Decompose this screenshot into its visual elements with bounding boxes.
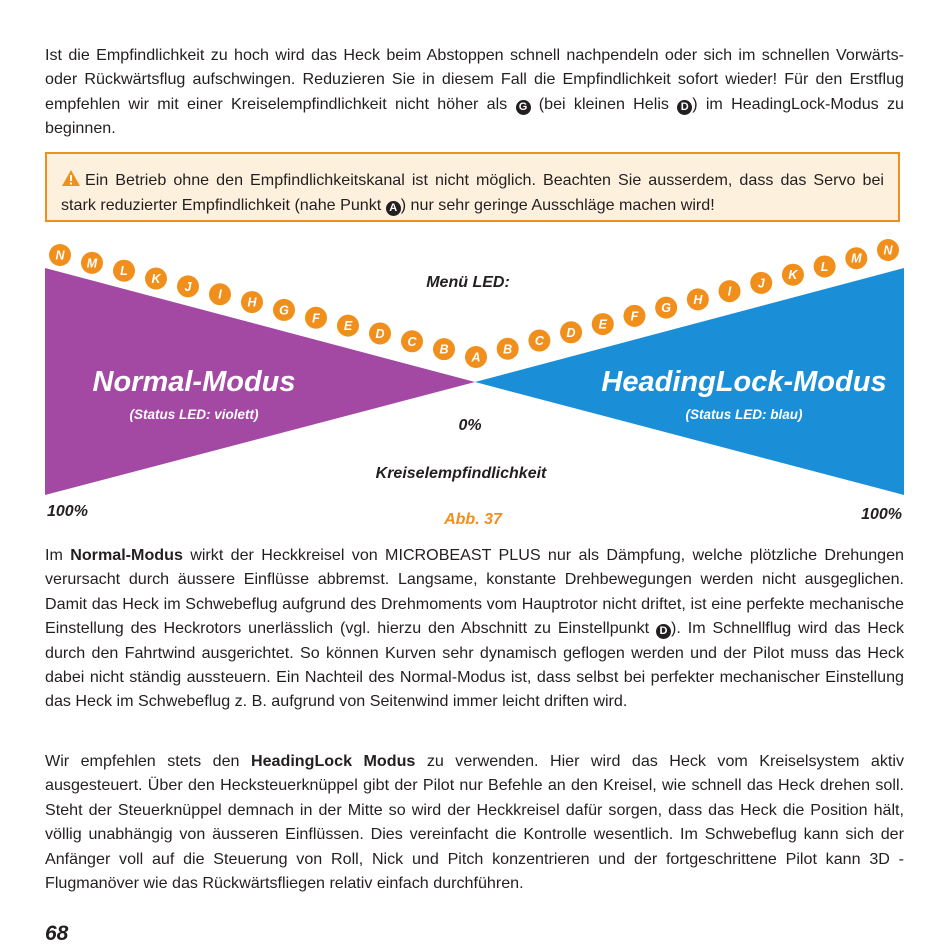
svg-text:H: H [693, 292, 703, 307]
svg-text:L: L [820, 259, 829, 274]
intro-text-3: ) im HeadingLock-Modus zu beginnen. [45, 94, 904, 138]
center-percent-label: 0% [458, 417, 482, 434]
led-letter-left-m [81, 252, 103, 274]
warning-text-1: Ein Betrieb ohne den Empfindlichkeitskanal ist nicht möglich. Beachten Sie ausserdem, dass das Servo bei stark reduzierter Empfindlichkeit (nahe Punkt [61, 171, 884, 214]
svg-text:F: F [312, 311, 320, 326]
left-percent-label: 100% [47, 503, 88, 520]
svg-text:G: G [661, 301, 672, 316]
svg-text:G: G [279, 303, 289, 318]
svg-text:F: F [630, 309, 639, 324]
svg-text:K: K [788, 268, 798, 283]
led-letter-left-i [209, 283, 231, 305]
normal-mode-status: (Status LED: violett) [129, 407, 259, 422]
normal-text-1: wirkt der Heckkreisel von MICROBEAST PLUS nur als Dämpfung, welche plötzliche Drehungen verursacht durch äussere Einflüsse abbremst. Langsame, konstante Drehbewegungen werden nicht ausgeglichen. Damit das Heck im Schwebeflug aufgrund des Drehmoments vom Hauptrotor nicht driftet, ist eine perfekte mechanische Einstellung des Heckrotors unerlässlich (vgl. hierzu den Abschnitt zu Einstellpunkt [45, 546, 905, 638]
menu-led-label: Menü LED: [426, 274, 510, 291]
headinglock-mode-title: HeadingLock-Modus [601, 366, 887, 398]
svg-text:N: N [55, 248, 65, 263]
led-letter-left-h [241, 291, 263, 313]
svg-text:H: H [247, 295, 257, 310]
led-letter-right-n [877, 239, 899, 261]
marker-d: D [677, 100, 692, 115]
warning-triangle-icon [61, 169, 81, 194]
svg-text:J: J [184, 279, 192, 294]
normal-mode-paragraph [45, 543, 904, 714]
page-number: 68 [45, 922, 69, 945]
svg-text:L: L [120, 264, 128, 279]
warning-text-2: ) nur sehr geringe Ausschläge machen wird! [400, 196, 715, 214]
led-letter-left-n [49, 244, 71, 266]
svg-text:C: C [407, 334, 417, 349]
normal-lead: Im [45, 546, 71, 564]
svg-text:N: N [883, 243, 893, 258]
svg-text:E: E [598, 317, 607, 332]
svg-text:E: E [343, 319, 353, 334]
led-letter-right-j [750, 272, 772, 294]
svg-text:B: B [503, 342, 513, 357]
led-letter-left-l [113, 260, 135, 282]
led-letter-right-l [814, 255, 836, 277]
led-letter-right-e [592, 313, 614, 335]
normal-mode-term: Normal-Modus [70, 546, 183, 564]
headinglock-paragraph [45, 749, 904, 895]
led-letter-right-k [782, 264, 804, 286]
svg-text:I: I [727, 284, 732, 299]
led-letter-right-d [560, 321, 582, 343]
intro-text-1: Ist die Empfindlichkeit zu hoch wird das Heck beim Abstoppen schnell nachpendeln oder sich im schnellen Vorwärts- oder Rückwärtsflug aufschwingen. Reduzieren Sie in diesem Fall die Empfindlichkeit sofort wieder! Für den Erstflug empfehlen wir mit einer Kreiselempfindlichkeit nicht höher als [45, 46, 904, 113]
led-letter-right-m [845, 247, 867, 269]
svg-text:D: D [375, 326, 385, 341]
warning-box [45, 152, 900, 222]
led-letter-right-i [719, 280, 741, 302]
normal-mode-title: Normal-Modus [92, 366, 296, 398]
svg-text:D: D [566, 325, 576, 340]
figure-label: Abb. 37 [444, 511, 502, 528]
led-letter-right-f [623, 305, 645, 327]
marker-g: G [516, 100, 531, 115]
sensitivity-diagram [0, 235, 950, 535]
led-letter-right-c [528, 330, 550, 352]
svg-text:M: M [86, 256, 98, 271]
led-letter-right-h [687, 288, 709, 310]
headinglock-lead: Wir empfehlen stets den [45, 752, 251, 770]
svg-text:A: A [471, 350, 481, 365]
marker-d-2: D [656, 624, 671, 639]
led-letter-left-b [433, 338, 455, 360]
led-letter-right-g [655, 297, 677, 319]
svg-text:C: C [534, 334, 544, 349]
axis-label: Kreiselempfindlichkeit [375, 465, 547, 482]
intro-text-2: (bei kleinen Helis [530, 94, 678, 113]
led-letter-left-g [273, 299, 295, 321]
intro-paragraph [45, 43, 904, 141]
led-letter-right-b [497, 338, 519, 360]
led-letter-left-j [177, 275, 199, 297]
normal-text-2: ). Im Schnellflug wird das Heck durch den Fahrtwind ausgerichtet. So können Kurven sehr dynamisch geflogen werden und der Pilot muss das Heck dabei nicht ständig aussteuern. Ein Nachteil des Normal-Modus ist, dass selbst bei perfekter mechanischer Einstellung das Heck im Schwebeflug z. B. aufgrund von Seitenwind immer leicht driften wird. [45, 619, 905, 711]
svg-text:K: K [151, 272, 161, 287]
svg-text:J: J [757, 276, 765, 291]
led-letter-left-c [401, 330, 423, 352]
headinglock-term: HeadingLock Modus [250, 752, 416, 770]
headinglock-mode-status: (Status LED: blau) [685, 407, 803, 422]
headinglock-text-1: zu verwenden. Hier wird das Heck vom Kreiselsystem aktiv ausgesteuert. Über den Hecksteuerknüppel gibt der Pilot nur Befehle an den Kreisel, wie schnell das Heck drehen soll. Steht der Steuerknüppel demnach in der Mitte so wird der Heckkreisel dafür sorgen, dass das Heck die Position hält, völlig unabhängig von äusseren Einflüssen. Dies vereinfacht die Kontrolle wesentlich. Im Schwebeflug kann sich der Anfänger voll auf die Steuerung von Roll, Nick und Pitch konzentrieren und der fortgeschrittene Pilot kann 3D - Flugmanöver wie das Rückwärtsfliegen relativ einfach durchführen. [45, 752, 905, 893]
marker-a: A [386, 201, 401, 216]
led-letter-left-e [337, 315, 359, 337]
svg-text:I: I [218, 287, 222, 302]
led-letter-left-f [305, 307, 327, 329]
led-letter-left-d [369, 322, 391, 344]
right-percent-label: 100% [861, 506, 902, 523]
svg-text:M: M [851, 251, 862, 266]
led-letter-a [465, 346, 487, 368]
led-letter-left-k [145, 268, 167, 290]
svg-text:B: B [439, 342, 449, 357]
